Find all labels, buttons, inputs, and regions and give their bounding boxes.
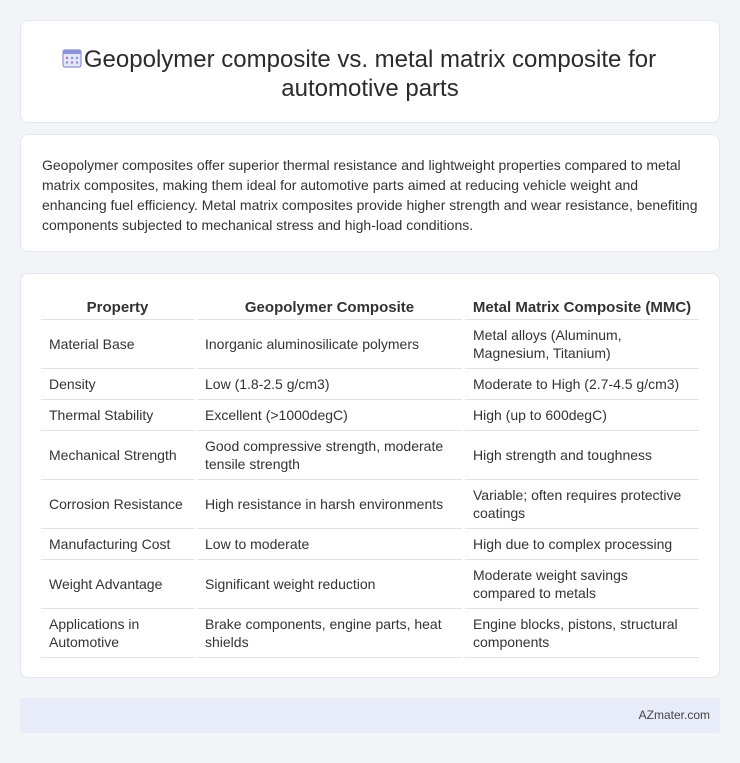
row-geopolymer: Good compressive strength, moderate tensile strength [197, 431, 462, 480]
row-geopolymer: High resistance in harsh environments [197, 480, 462, 529]
table-row [41, 320, 699, 369]
header-geopolymer: Geopolymer Composite [197, 296, 462, 320]
header-property: Property [41, 296, 194, 320]
row-property: Manufacturing Cost [41, 529, 194, 560]
row-mmc: Moderate to High (2.7-4.5 g/cm3) [465, 369, 699, 400]
table-row [41, 480, 699, 529]
row-geopolymer: Inorganic aluminosilicate polymers [197, 320, 462, 369]
row-property: Applications in Automotive [41, 609, 194, 658]
table-row [41, 369, 699, 400]
header-mmc: Metal Matrix Composite (MMC) [465, 296, 699, 320]
summary-card [20, 134, 720, 252]
row-property: Material Base [41, 320, 194, 369]
table-row [41, 431, 699, 480]
table-header-row [41, 296, 699, 320]
footer-brand[interactable]: AZmater.com [638, 708, 710, 722]
title-card [20, 20, 720, 123]
row-mmc: High due to complex processing [465, 529, 699, 560]
comparison-table-card [20, 273, 720, 678]
row-mmc: Moderate weight savings compared to metals [465, 560, 699, 609]
row-mmc: Metal alloys (Aluminum, Magnesium, Titanium) [465, 320, 699, 369]
row-geopolymer: Brake components, engine parts, heat shields [197, 609, 462, 658]
row-property: Thermal Stability [41, 400, 194, 431]
row-geopolymer: Significant weight reduction [197, 560, 462, 609]
table-row [41, 529, 699, 560]
page-title: Geopolymer composite vs. metal matrix composite for automotive parts [83, 46, 657, 102]
row-mmc: High (up to 600degC) [465, 400, 699, 431]
row-property: Corrosion Resistance [41, 480, 194, 529]
row-geopolymer: Excellent (>1000degC) [197, 400, 462, 431]
row-mmc: Variable; often requires protective coatings [465, 480, 699, 529]
row-property: Weight Advantage [41, 560, 194, 609]
footer [20, 698, 720, 733]
row-geopolymer: Low to moderate [197, 529, 462, 560]
row-property: Mechanical Strength [41, 431, 194, 480]
table-row [41, 560, 699, 609]
row-mmc: High strength and toughness [465, 431, 699, 480]
row-mmc: Engine blocks, pistons, structural components [465, 609, 699, 658]
table-row [41, 609, 699, 658]
row-geopolymer: Low (1.8-2.5 g/cm3) [197, 369, 462, 400]
row-property: Density [41, 369, 194, 400]
summary-text: Geopolymer composites offer superior thermal resistance and lightweight properties compared to metal matrix composites, making them ideal for automotive parts aimed at reducing vehicle weight and enhancing fuel efficiency. Metal matrix composites provide higher strength and wear resistance, benefiting components subjected to mechanical stress and high-load conditions. [42, 157, 698, 233]
table-row [41, 400, 699, 431]
comparison-table [41, 296, 699, 658]
